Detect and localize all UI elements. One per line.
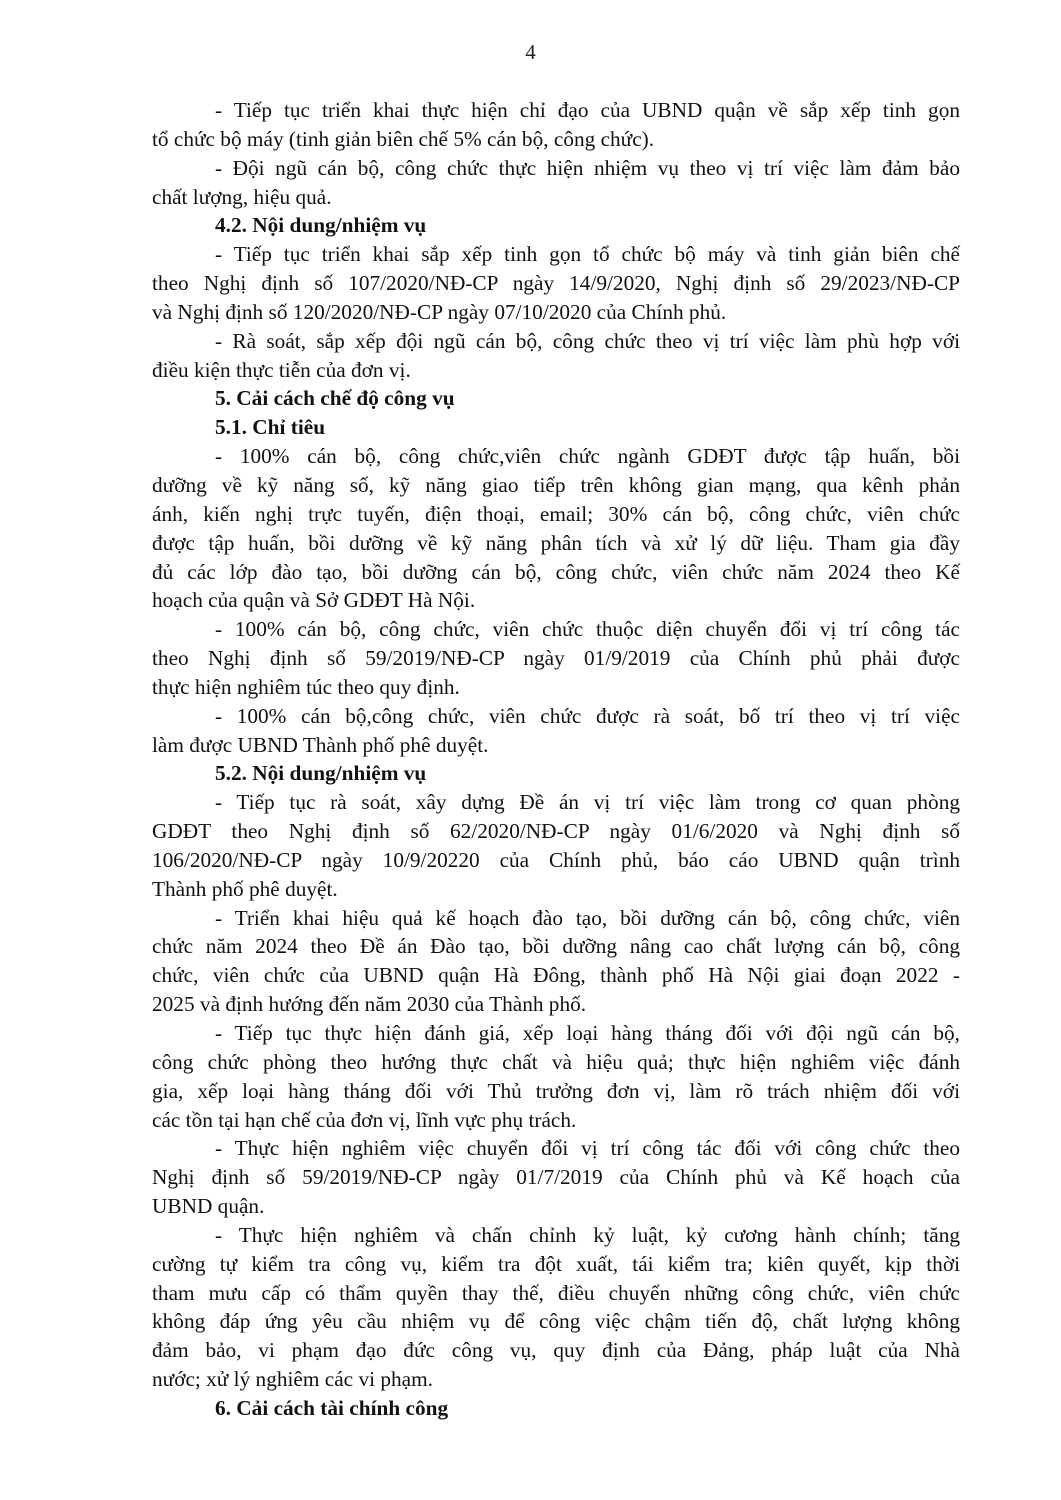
paragraph-line: đảm bảo, vi phạm đạo đức công vụ, quy định của Đảng, pháp luật của Nhà: [152, 1338, 960, 1363]
paragraph-first-line: - Đội ngũ cán bộ, công chức thực hiện nhiệm vụ theo vị trí việc làm đảm bảo: [215, 155, 960, 180]
paragraph-first-line: - Tiếp tục rà soát, xây dựng Đề án vị trí việc làm trong cơ quan phòng: [215, 790, 960, 815]
paragraph-line: đủ các lớp đào tạo, bồi dưỡng cán bộ, công chức, viên chức năm 2024 theo Kế: [152, 559, 960, 584]
paragraph-line: cường tự kiểm tra công vụ, kiểm tra đột xuất, tái kiểm tra; kiên quyết, kịp thời: [152, 1251, 960, 1276]
section-heading: 5. Cải cách chế độ công vụ: [215, 386, 455, 411]
paragraph-first-line: - Tiếp tục thực hiện đánh giá, xếp loại hàng tháng đối với đội ngũ cán bộ,: [215, 1021, 960, 1045]
section-heading: 6. Cải cách tài chính công: [215, 1395, 449, 1420]
paragraph-line: theo Nghị định số 107/2020/NĐ-CP ngày 14/9/2020, Nghị định số 29/2023/NĐ-CP: [152, 271, 960, 296]
paragraph-first-line: - Thực hiện nghiêm việc chuyển đổi vị trí công tác đối với công chức theo: [215, 1136, 960, 1161]
paragraph-line: chất lượng, hiệu quả.: [152, 184, 332, 209]
paragraph-first-line: - 100% cán bộ, công chức, viên chức thuộc diện chuyển đổi vị trí công tác: [215, 617, 960, 642]
paragraph-line: làm được UBND Thành phố phê duyệt.: [152, 732, 489, 757]
paragraph-line: 2025 và định hướng đến năm 2030 của Thành phố.: [152, 992, 587, 1017]
paragraph-first-line: - Triển khai hiệu quả kế hoạch đào tạo, bồi dưỡng cán bộ, công chức, viên: [215, 905, 960, 930]
paragraph-line: và Nghị định số 120/2020/NĐ-CP ngày 07/10/2020 của Chính phủ.: [152, 299, 727, 324]
section-heading: 5.1. Chỉ tiêu: [215, 415, 326, 440]
page-number: 4: [525, 40, 536, 64]
paragraph-line: hoạch của quận và Sở GDĐT Hà Nội.: [152, 588, 476, 613]
paragraph-line: công chức phòng theo hướng thực chất và hiệu quả; thực hiện nghiêm việc đánh: [152, 1049, 960, 1074]
paragraph-line: chức năm 2024 theo Đề án Đào tạo, bồi dưỡng nâng cao chất lượng cán bộ, công: [152, 934, 960, 959]
section-heading: 4.2. Nội dung/nhiệm vụ: [215, 213, 427, 238]
paragraph-line: nước; xử lý nghiêm các vi phạm.: [152, 1367, 433, 1392]
section-heading: 5.2. Nội dung/nhiệm vụ: [215, 761, 427, 786]
paragraph-line: ánh, kiến nghị trực tuyến, điện thoại, email; 30% cán bộ, công chức, viên chức: [152, 501, 960, 526]
paragraph-line: chức, viên chức của UBND quận Hà Đông, thành phố Hà Nội giai đoạn 2022 -: [152, 963, 960, 988]
paragraph-line: thực hiện nghiêm túc theo quy định.: [152, 674, 460, 699]
paragraph-line: tổ chức bộ máy (tinh giản biên chế 5% cán bộ, công chức).: [152, 126, 655, 151]
paragraph-line: GDĐT theo Nghị định số 62/2020/NĐ-CP ngày 01/6/2020 và Nghị định số: [152, 819, 960, 844]
paragraph-line: điều kiện thực tiễn của đơn vị.: [152, 357, 411, 382]
paragraph-line: gia, xếp loại hàng tháng đối với Thủ trưởng đơn vị, làm rõ trách nhiệm đối với: [152, 1078, 960, 1103]
paragraph-line: được tập huấn, bồi dưỡng về kỹ năng phân tích và xử lý dữ liệu. Tham gia đầy: [152, 530, 960, 555]
paragraph-line: UBND quận.: [152, 1194, 265, 1219]
paragraph-first-line: - Tiếp tục triển khai thực hiện chỉ đạo của UBND quận về sắp xếp tinh gọn: [215, 98, 960, 122]
paragraph-line: 106/2020/NĐ-CP ngày 10/9/20220 của Chính phủ, báo cáo UBND quận trình: [152, 847, 960, 872]
paragraph-first-line: - 100% cán bộ,công chức, viên chức được rà soát, bố trí theo vị trí việc: [215, 703, 960, 728]
paragraph-line: Thành phố phê duyệt.: [152, 876, 338, 901]
paragraph-line: các tồn tại hạn chế của đơn vị, lĩnh vực phụ trách.: [152, 1107, 577, 1132]
document-body: [152, 96, 960, 1423]
paragraph-first-line: - Rà soát, sắp xếp đội ngũ cán bộ, công chức theo vị trí việc làm phù hợp với: [215, 328, 960, 353]
paragraph-line: theo Nghị định số 59/2019/NĐ-CP ngày 01/9/2019 của Chính phủ phải được: [152, 646, 960, 671]
paragraph-line: Nghị định số 59/2019/NĐ-CP ngày 01/7/2019 của Chính phủ và Kế hoạch của: [152, 1165, 960, 1190]
paragraph-first-line: - 100% cán bộ, công chức,viên chức ngành GDĐT được tập huấn, bồi: [215, 444, 960, 469]
paragraph-line: dưỡng về kỹ năng số, kỹ năng giao tiếp trên không gian mạng, qua kênh phản: [152, 472, 960, 497]
paragraph-line: không đáp ứng yêu cầu nhiệm vụ để công việc chậm tiến độ, chất lượng không: [152, 1309, 960, 1334]
paragraph-first-line: - Thực hiện nghiêm và chấn chỉnh kỷ luật, kỷ cương hành chính; tăng: [215, 1222, 960, 1247]
paragraph-line: tham mưu cấp có thẩm quyền thay thế, điều chuyển những công chức, viên chức: [152, 1280, 960, 1305]
paragraph-first-line: - Tiếp tục triển khai sắp xếp tinh gọn tổ chức bộ máy và tinh giản biên chế: [215, 242, 960, 267]
